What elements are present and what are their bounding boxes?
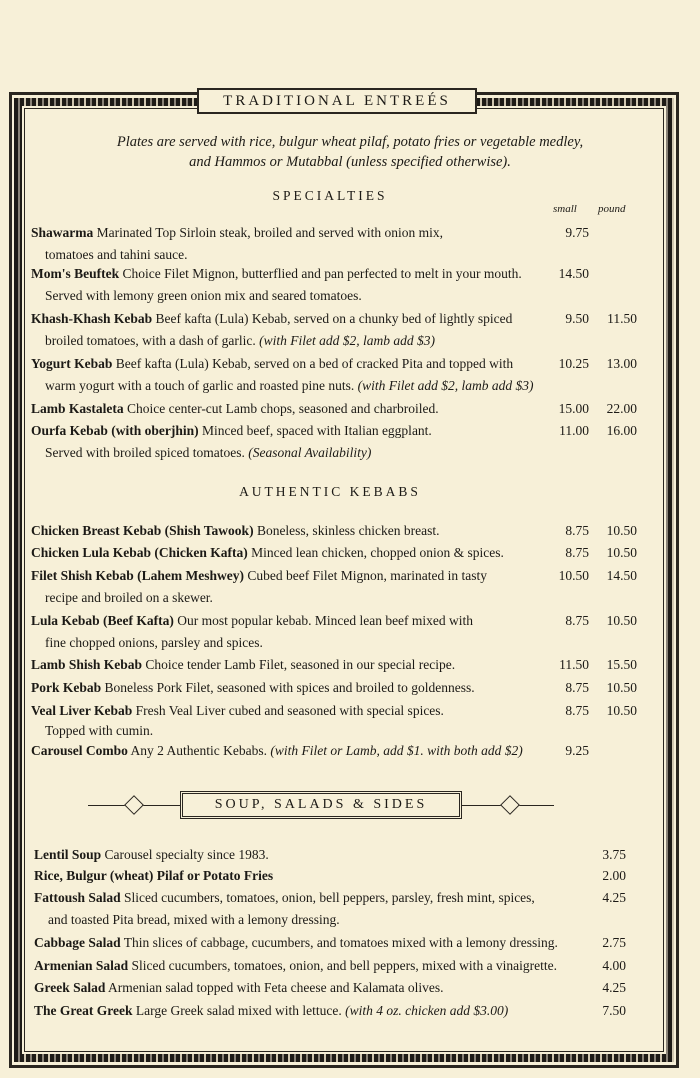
item-desc-2: Served with lemony green onion mix and seared tomatoes. xyxy=(45,288,362,303)
menu-item-great-greek xyxy=(34,1000,634,1022)
item-desc-2: recipe and broiled on a skewer. xyxy=(45,590,213,605)
menu-item-fattoush-salad xyxy=(34,887,634,931)
intro-line-2: and Hammos or Mutabbal (unless specified otherwise). xyxy=(189,154,511,170)
item-desc: Beef kafta (Lula) Kebab, served on a chunky bed of lightly spiced xyxy=(155,311,513,326)
item-note: (with Filet add $2, lamb add $3) xyxy=(357,378,534,393)
menu-item-armenian-salad xyxy=(34,955,634,977)
menu-item-yogurt-kebab xyxy=(31,353,637,397)
item-name: Yogurt Kebab xyxy=(31,356,113,371)
price: 7.50 xyxy=(602,1003,626,1018)
menu-item-lentil-soup xyxy=(34,844,634,866)
item-desc: Marinated Top Sirloin steak, broiled and served with onion mix, xyxy=(96,225,444,240)
item-name: Chicken Lula Kebab (Chicken Kafta) xyxy=(31,545,248,560)
item-note: (Seasonal Availability) xyxy=(248,445,372,460)
item-name: Carousel Combo xyxy=(31,743,128,758)
item-name: Armenian Salad xyxy=(34,958,129,973)
item-desc-2: broiled tomatoes, with a dash of garlic. xyxy=(45,333,256,348)
page-title: TRADITIONAL ENTREÉS xyxy=(197,88,477,114)
menu-item-veal-liver-kebab xyxy=(31,700,637,740)
price-small: 11.00 xyxy=(559,423,589,438)
item-desc: Armenian salad topped with Feta cheese and Kalamata olives. xyxy=(108,980,444,995)
sides-heading: SOUP, SALADS & SIDES xyxy=(180,791,462,819)
item-desc-2: Topped with cumin. xyxy=(45,723,154,738)
item-name: Lamb Kastaleta xyxy=(31,401,124,416)
price: 4.25 xyxy=(602,980,626,995)
item-desc-2: fine chopped onions, parsley and spices. xyxy=(45,635,263,650)
item-name: Shawarma xyxy=(31,225,94,240)
item-desc: Minced beef, spaced with Italian eggplant. xyxy=(202,423,432,438)
price-pound: 10.50 xyxy=(606,680,637,695)
item-desc: Cubed beef Filet Mignon, marinated in tasty xyxy=(247,568,487,583)
item-desc: Boneless, skinless chicken breast. xyxy=(256,523,440,538)
item-name: Veal Liver Kebab xyxy=(31,703,133,718)
price: 4.00 xyxy=(602,958,626,973)
item-desc: Choice center-cut Lamb chops, seasoned and charbroiled. xyxy=(127,401,439,416)
item-name: Filet Shish Kebab (Lahem Meshwey) xyxy=(31,568,245,583)
price-small: 9.25 xyxy=(565,743,589,758)
price-small: 8.75 xyxy=(565,680,589,695)
menu-item-ourfa-kebab xyxy=(31,420,637,464)
item-name: Pork Kebab xyxy=(31,680,102,695)
menu-item-moms-beuftek xyxy=(31,263,631,307)
menu-item-chicken-lula-kebab xyxy=(31,542,637,564)
item-desc: Thin slices of cabbage, cucumbers, and tomatoes mixed with a lemony dressing. xyxy=(123,935,558,950)
item-desc: Large Greek salad mixed with lettuce. xyxy=(135,1003,342,1018)
price-small: 8.75 xyxy=(565,523,589,538)
menu-item-lamb-shish-kebab xyxy=(31,654,637,676)
item-name: Fattoush Salad xyxy=(34,890,121,905)
price-pound: 10.50 xyxy=(606,545,637,560)
item-note: (with Filet or Lamb, add $1. with both add $2) xyxy=(270,743,523,758)
menu-item-carousel-combo xyxy=(31,740,631,762)
price-pound: 13.00 xyxy=(606,356,637,371)
menu-item-lamb-kastaleta xyxy=(31,398,637,420)
menu-item-cabbage-salad xyxy=(34,932,634,954)
price-small: 10.25 xyxy=(558,356,589,371)
intro-line-1: Plates are served with rice, bulgur wheat pilaf, potato fries or vegetable medley, xyxy=(116,134,584,150)
item-name: Greek Salad xyxy=(34,980,106,995)
price-pound: 14.50 xyxy=(606,568,637,583)
item-desc: Carousel specialty since 1983. xyxy=(104,847,269,862)
price-pound: 16.00 xyxy=(606,423,637,438)
item-desc: Sliced cucumbers, tomatoes, onion, and bell peppers, mixed with a vinaigrette. xyxy=(131,958,558,973)
col-pound-header: pound xyxy=(598,203,626,215)
price: 2.00 xyxy=(602,868,626,883)
menu-item-lula-kebab xyxy=(31,610,637,654)
menu-item-shawarma xyxy=(31,222,631,266)
item-desc: Minced lean chicken, chopped onion & spices. xyxy=(251,545,504,560)
item-desc: Choice Filet Mignon, butterflied and pan perfected to melt in your mouth. xyxy=(122,266,522,281)
price-pound: 15.50 xyxy=(606,657,637,672)
kebabs-heading: AUTHENTIC KEBABS xyxy=(239,484,421,499)
item-note: (with Filet add $2, lamb add $3) xyxy=(259,333,435,348)
menu-item-greek-salad xyxy=(34,977,634,999)
price-small: 8.75 xyxy=(565,545,589,560)
price-small: 8.75 xyxy=(565,613,589,628)
price-pound: 22.00 xyxy=(606,401,637,416)
item-name: Cabbage Salad xyxy=(34,935,121,950)
price-pound: 10.50 xyxy=(606,613,637,628)
item-desc: Our most popular kebab. Minced lean beef mixed with xyxy=(177,613,474,628)
menu-item-chicken-breast-kebab xyxy=(31,520,637,542)
menu-item-filet-shish-kebab xyxy=(31,565,637,609)
item-note: (with 4 oz. chicken add $3.00) xyxy=(345,1003,509,1018)
item-desc: Fresh Veal Liver cubed and seasoned with special spices. xyxy=(135,703,444,718)
item-desc: Boneless Pork Filet, seasoned with spices and broiled to goldenness. xyxy=(104,680,475,695)
item-name: Lamb Shish Kebab xyxy=(31,657,143,672)
item-name: Rice, Bulgur (wheat) Pilaf or Potato Fries xyxy=(34,868,274,883)
menu-item-pork-kebab xyxy=(31,677,637,699)
price: 4.25 xyxy=(602,890,626,905)
item-desc-2: and toasted Pita bread, mixed with a lemony dressing. xyxy=(48,912,340,927)
price-small: 11.50 xyxy=(559,657,589,672)
item-name: Mom's Beuftek xyxy=(31,266,120,281)
item-desc-2: warm yogurt with a touch of garlic and roasted pine nuts. xyxy=(45,378,355,393)
price-small: 9.75 xyxy=(565,225,589,240)
price-small: 15.00 xyxy=(558,401,589,416)
item-desc-2: Served with broiled spiced tomatoes. xyxy=(45,445,245,460)
price-small: 14.50 xyxy=(558,266,589,281)
item-name: Lula Kebab (Beef Kafta) xyxy=(31,613,174,628)
item-desc-2: tomatoes and tahini sauce. xyxy=(45,247,188,262)
price: 2.75 xyxy=(602,935,626,950)
price-small: 8.75 xyxy=(565,703,589,718)
menu-item-rice-bulgur-fries xyxy=(34,865,634,887)
price: 3.75 xyxy=(602,847,626,862)
item-name: Chicken Breast Kebab (Shish Tawook) xyxy=(31,523,254,538)
price-small: 9.50 xyxy=(565,311,589,326)
price-small: 10.50 xyxy=(558,568,589,583)
price-pound: 10.50 xyxy=(606,703,637,718)
item-name: Khash-Khash Kebab xyxy=(31,311,153,326)
item-desc: Beef kafta (Lula) Kebab, served on a bed of cracked Pita and topped with xyxy=(115,356,514,371)
item-name: The Great Greek xyxy=(34,1003,133,1018)
item-desc: Choice tender Lamb Filet, seasoned in our special recipe. xyxy=(145,657,456,672)
col-small-header: small xyxy=(553,203,577,215)
item-desc: Any 2 Authentic Kebabs. xyxy=(130,743,268,758)
price-pound: 11.50 xyxy=(607,311,637,326)
item-name: Ourfa Kebab (with oberjhin) xyxy=(31,423,199,438)
item-name: Lentil Soup xyxy=(34,847,102,862)
menu-item-khash-khash-kebab xyxy=(31,308,637,352)
specialties-heading: SPECIALTIES xyxy=(272,188,388,203)
item-desc: Sliced cucumbers, tomatoes, onion, bell peppers, parsley, fresh mint, spices, xyxy=(124,890,535,905)
price-pound: 10.50 xyxy=(606,523,637,538)
